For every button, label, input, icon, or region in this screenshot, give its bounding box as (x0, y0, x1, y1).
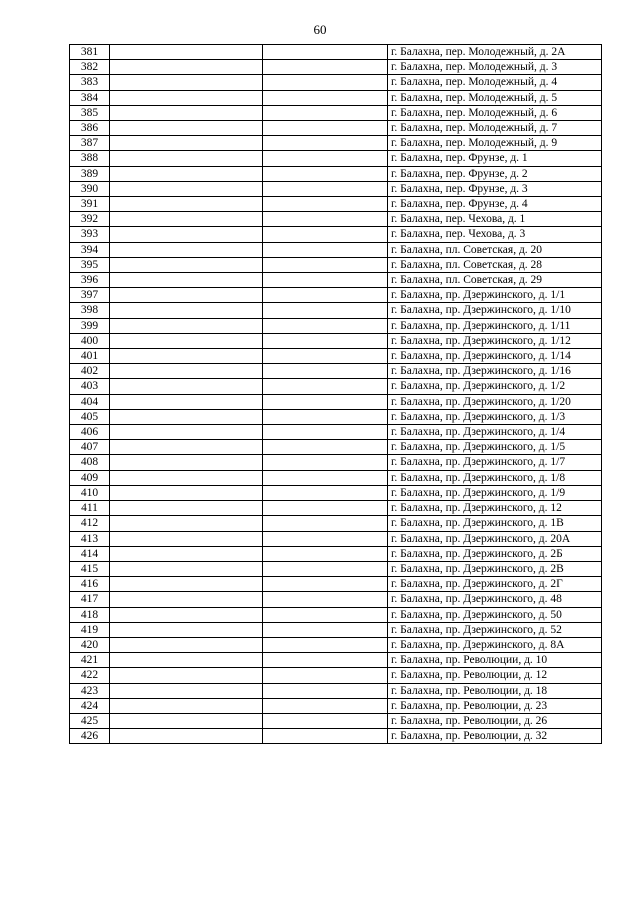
row-number-cell: 426 (70, 729, 110, 744)
row-number-cell: 422 (70, 668, 110, 683)
empty-cell (110, 318, 263, 333)
empty-cell (263, 364, 388, 379)
empty-cell (263, 440, 388, 455)
empty-cell (263, 683, 388, 698)
empty-cell (110, 227, 263, 242)
row-number-cell: 411 (70, 501, 110, 516)
empty-cell (110, 349, 263, 364)
table-row (70, 561, 602, 576)
empty-cell (263, 531, 388, 546)
address-cell: г. Балахна, пр. Революции, д. 32 (388, 729, 602, 744)
empty-cell (110, 212, 263, 227)
row-number-cell: 412 (70, 516, 110, 531)
empty-cell (110, 242, 263, 257)
empty-cell (110, 45, 263, 60)
empty-cell (263, 227, 388, 242)
empty-cell (110, 121, 263, 136)
row-number-cell: 403 (70, 379, 110, 394)
empty-cell (110, 288, 263, 303)
table-row (70, 592, 602, 607)
table-row (70, 485, 602, 500)
row-number-cell: 385 (70, 105, 110, 120)
address-cell: г. Балахна, пер. Чехова, д. 3 (388, 227, 602, 242)
row-number-cell: 388 (70, 151, 110, 166)
empty-cell (263, 379, 388, 394)
empty-cell (110, 409, 263, 424)
table-row (70, 379, 602, 394)
empty-cell (110, 607, 263, 622)
empty-cell (263, 75, 388, 90)
empty-cell (263, 698, 388, 713)
empty-cell (263, 257, 388, 272)
empty-cell (263, 181, 388, 196)
empty-cell (263, 592, 388, 607)
empty-cell (110, 516, 263, 531)
empty-cell (110, 105, 263, 120)
empty-cell (263, 105, 388, 120)
table-row (70, 303, 602, 318)
empty-cell (263, 318, 388, 333)
empty-cell (263, 455, 388, 470)
empty-cell (263, 607, 388, 622)
empty-cell (110, 425, 263, 440)
address-cell: г. Балахна, пр. Революции, д. 18 (388, 683, 602, 698)
empty-cell (263, 151, 388, 166)
address-cell: г. Балахна, пр. Революции, д. 23 (388, 698, 602, 713)
row-number-cell: 396 (70, 273, 110, 288)
table-row (70, 622, 602, 637)
address-cell: г. Балахна, пр. Дзержинского, д. 2Б (388, 546, 602, 561)
address-cell: г. Балахна, пр. Дзержинского, д. 8А (388, 637, 602, 652)
address-cell: г. Балахна, пр. Дзержинского, д. 1/11 (388, 318, 602, 333)
empty-cell (263, 470, 388, 485)
table-row (70, 227, 602, 242)
empty-cell (263, 546, 388, 561)
row-number-cell: 399 (70, 318, 110, 333)
row-number-cell: 393 (70, 227, 110, 242)
empty-cell (110, 729, 263, 744)
address-cell: г. Балахна, пр. Революции, д. 12 (388, 668, 602, 683)
address-cell: г. Балахна, пр. Дзержинского, д. 48 (388, 592, 602, 607)
empty-cell (110, 577, 263, 592)
table-row (70, 668, 602, 683)
row-number-cell: 417 (70, 592, 110, 607)
empty-cell (110, 683, 263, 698)
table-row (70, 212, 602, 227)
address-cell: г. Балахна, пр. Дзержинского, д. 52 (388, 622, 602, 637)
address-cell: г. Балахна, пр. Дзержинского, д. 1/14 (388, 349, 602, 364)
empty-cell (263, 409, 388, 424)
row-number-cell: 406 (70, 425, 110, 440)
address-table (69, 44, 602, 744)
row-number-cell: 383 (70, 75, 110, 90)
empty-cell (263, 485, 388, 500)
row-number-cell: 410 (70, 485, 110, 500)
empty-cell (263, 622, 388, 637)
empty-cell (110, 151, 263, 166)
empty-cell (110, 668, 263, 683)
address-cell: г. Балахна, пр. Дзержинского, д. 1/4 (388, 425, 602, 440)
address-cell: г. Балахна, пер. Молодежный, д. 6 (388, 105, 602, 120)
row-number-cell: 390 (70, 181, 110, 196)
table-row (70, 121, 602, 136)
table-row (70, 318, 602, 333)
empty-cell (263, 303, 388, 318)
table-row (70, 364, 602, 379)
empty-cell (263, 713, 388, 728)
table-row (70, 577, 602, 592)
address-cell: г. Балахна, пр. Дзержинского, д. 1/2 (388, 379, 602, 394)
row-number-cell: 419 (70, 622, 110, 637)
row-number-cell: 408 (70, 455, 110, 470)
row-number-cell: 424 (70, 698, 110, 713)
empty-cell (110, 257, 263, 272)
table-row (70, 425, 602, 440)
table-row (70, 242, 602, 257)
table-row (70, 713, 602, 728)
empty-cell (263, 577, 388, 592)
address-table-body (70, 45, 602, 744)
empty-cell (263, 166, 388, 181)
empty-cell (263, 349, 388, 364)
address-cell: г. Балахна, пер. Молодежный, д. 3 (388, 60, 602, 75)
empty-cell (110, 394, 263, 409)
empty-cell (263, 501, 388, 516)
empty-cell (110, 485, 263, 500)
table-row (70, 531, 602, 546)
row-number-cell: 384 (70, 90, 110, 105)
empty-cell (263, 45, 388, 60)
table-row (70, 90, 602, 105)
empty-cell (110, 531, 263, 546)
row-number-cell: 420 (70, 637, 110, 652)
table-row (70, 409, 602, 424)
address-cell: г. Балахна, пр. Дзержинского, д. 20А (388, 531, 602, 546)
empty-cell (263, 653, 388, 668)
table-row (70, 45, 602, 60)
row-number-cell: 387 (70, 136, 110, 151)
empty-cell (110, 181, 263, 196)
table-row (70, 333, 602, 348)
empty-cell (263, 668, 388, 683)
empty-cell (263, 288, 388, 303)
address-cell: г. Балахна, пр. Революции, д. 26 (388, 713, 602, 728)
address-cell: г. Балахна, пр. Дзержинского, д. 1В (388, 516, 602, 531)
empty-cell (110, 546, 263, 561)
empty-cell (110, 698, 263, 713)
empty-cell (110, 653, 263, 668)
row-number-cell: 400 (70, 333, 110, 348)
table-row (70, 455, 602, 470)
empty-cell (263, 136, 388, 151)
address-cell: г. Балахна, пр. Дзержинского, д. 1/12 (388, 333, 602, 348)
address-cell: г. Балахна, пр. Дзержинского, д. 1/10 (388, 303, 602, 318)
address-cell: г. Балахна, пр. Дзержинского, д. 50 (388, 607, 602, 622)
row-number-cell: 409 (70, 470, 110, 485)
empty-cell (110, 136, 263, 151)
empty-cell (263, 212, 388, 227)
row-number-cell: 405 (70, 409, 110, 424)
address-cell: г. Балахна, пр. Дзержинского, д. 1/9 (388, 485, 602, 500)
table-row (70, 288, 602, 303)
table-row (70, 637, 602, 652)
address-cell: г. Балахна, пер. Чехова, д. 1 (388, 212, 602, 227)
address-cell: г. Балахна, пер. Фрунзе, д. 3 (388, 181, 602, 196)
table-row (70, 653, 602, 668)
row-number-cell: 386 (70, 121, 110, 136)
empty-cell (110, 440, 263, 455)
row-number-cell: 415 (70, 561, 110, 576)
table-row (70, 516, 602, 531)
address-cell: г. Балахна, пер. Фрунзе, д. 2 (388, 166, 602, 181)
empty-cell (110, 637, 263, 652)
empty-cell (110, 166, 263, 181)
row-number-cell: 423 (70, 683, 110, 698)
empty-cell (110, 75, 263, 90)
row-number-cell: 394 (70, 242, 110, 257)
table-row (70, 273, 602, 288)
address-cell: г. Балахна, пр. Дзержинского, д. 1/16 (388, 364, 602, 379)
row-number-cell: 413 (70, 531, 110, 546)
empty-cell (110, 303, 263, 318)
row-number-cell: 401 (70, 349, 110, 364)
row-number-cell: 397 (70, 288, 110, 303)
table-row (70, 166, 602, 181)
address-cell: г. Балахна, пр. Дзержинского, д. 2Г (388, 577, 602, 592)
address-cell: г. Балахна, пр. Дзержинского, д. 1/8 (388, 470, 602, 485)
page-number: 60 (313, 22, 327, 37)
empty-cell (263, 729, 388, 744)
empty-cell (263, 273, 388, 288)
row-number-cell: 416 (70, 577, 110, 592)
empty-cell (263, 425, 388, 440)
table-row (70, 470, 602, 485)
table-row (70, 698, 602, 713)
row-number-cell: 425 (70, 713, 110, 728)
empty-cell (110, 470, 263, 485)
row-number-cell: 392 (70, 212, 110, 227)
row-number-cell: 398 (70, 303, 110, 318)
empty-cell (110, 592, 263, 607)
empty-cell (110, 197, 263, 212)
address-cell: г. Балахна, пер. Молодежный, д. 7 (388, 121, 602, 136)
address-cell: г. Балахна, пр. Дзержинского, д. 1/5 (388, 440, 602, 455)
address-cell: г. Балахна, пр. Дзержинского, д. 12 (388, 501, 602, 516)
empty-cell (110, 501, 263, 516)
table-row (70, 501, 602, 516)
row-number-cell: 407 (70, 440, 110, 455)
table-row (70, 729, 602, 744)
table-row (70, 683, 602, 698)
address-cell: г. Балахна, пр. Революции, д. 10 (388, 653, 602, 668)
address-cell: г. Балахна, пер. Молодежный, д. 5 (388, 90, 602, 105)
address-cell: г. Балахна, пл. Советская, д. 20 (388, 242, 602, 257)
table-row (70, 197, 602, 212)
empty-cell (110, 713, 263, 728)
row-number-cell: 404 (70, 394, 110, 409)
table-row (70, 257, 602, 272)
address-cell: г. Балахна, пр. Дзержинского, д. 1/1 (388, 288, 602, 303)
row-number-cell: 414 (70, 546, 110, 561)
table-row (70, 136, 602, 151)
empty-cell (110, 561, 263, 576)
address-cell: г. Балахна, пер. Фрунзе, д. 1 (388, 151, 602, 166)
table-row (70, 546, 602, 561)
empty-cell (110, 622, 263, 637)
address-cell: г. Балахна, пр. Дзержинского, д. 2В (388, 561, 602, 576)
empty-cell (263, 333, 388, 348)
empty-cell (110, 273, 263, 288)
table-row (70, 60, 602, 75)
empty-cell (263, 516, 388, 531)
empty-cell (263, 242, 388, 257)
empty-cell (110, 60, 263, 75)
table-row (70, 440, 602, 455)
row-number-cell: 395 (70, 257, 110, 272)
empty-cell (110, 90, 263, 105)
address-cell: г. Балахна, пер. Молодежный, д. 2А (388, 45, 602, 60)
row-number-cell: 421 (70, 653, 110, 668)
empty-cell (263, 394, 388, 409)
empty-cell (263, 121, 388, 136)
address-cell: г. Балахна, пл. Советская, д. 29 (388, 273, 602, 288)
empty-cell (110, 455, 263, 470)
table-row (70, 349, 602, 364)
empty-cell (110, 333, 263, 348)
empty-cell (263, 637, 388, 652)
address-cell: г. Балахна, пер. Молодежный, д. 4 (388, 75, 602, 90)
empty-cell (110, 364, 263, 379)
empty-cell (110, 379, 263, 394)
table-row (70, 151, 602, 166)
row-number-cell: 418 (70, 607, 110, 622)
row-number-cell: 389 (70, 166, 110, 181)
row-number-cell: 391 (70, 197, 110, 212)
row-number-cell: 382 (70, 60, 110, 75)
table-row (70, 394, 602, 409)
address-cell: г. Балахна, пл. Советская, д. 28 (388, 257, 602, 272)
address-cell: г. Балахна, пр. Дзержинского, д. 1/3 (388, 409, 602, 424)
empty-cell (263, 60, 388, 75)
empty-cell (263, 561, 388, 576)
row-number-cell: 381 (70, 45, 110, 60)
table-row (70, 75, 602, 90)
empty-cell (263, 197, 388, 212)
row-number-cell: 402 (70, 364, 110, 379)
address-cell: г. Балахна, пер. Фрунзе, д. 4 (388, 197, 602, 212)
table-row (70, 105, 602, 120)
empty-cell (263, 90, 388, 105)
address-cell: г. Балахна, пр. Дзержинского, д. 1/20 (388, 394, 602, 409)
address-cell: г. Балахна, пр. Дзержинского, д. 1/7 (388, 455, 602, 470)
address-cell: г. Балахна, пер. Молодежный, д. 9 (388, 136, 602, 151)
table-row (70, 607, 602, 622)
table-row (70, 181, 602, 196)
